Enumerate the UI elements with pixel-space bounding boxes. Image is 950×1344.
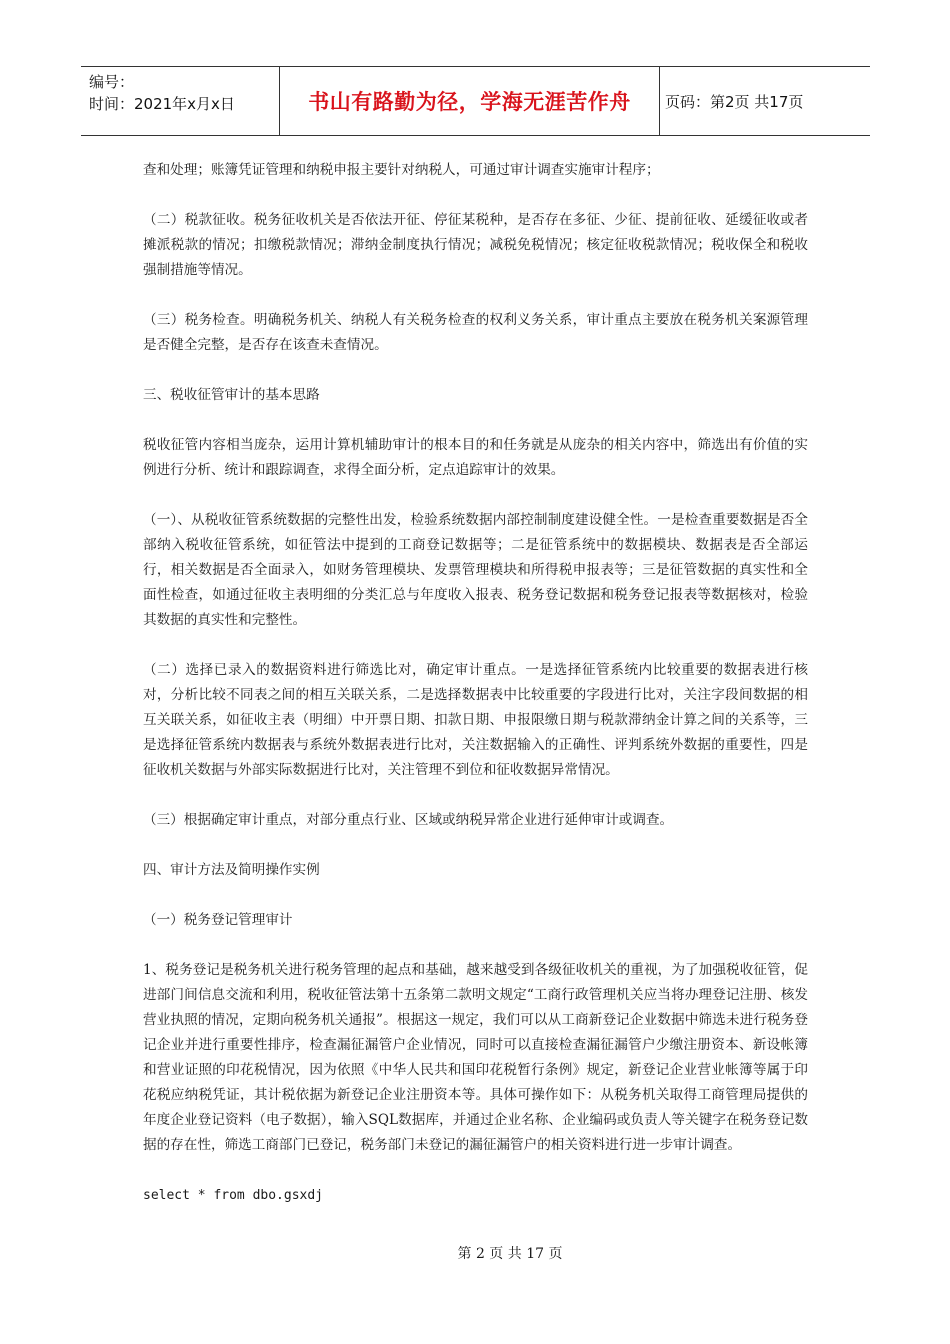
- page-footer: 第 2 页 共 17 页: [457, 1246, 563, 1262]
- paragraph: （二）选择已录入的数据资料进行筛选比对，确定审计重点。一是选择征管系统内比较重要的数据表进行核对，分析比较不同表之间的相互关联关系，二是选择数据表中比较重要的字段进行比对，关注字段间数据的相互关联关系，如征收主表（明细）中开票日期、扣款日期、申报限缴日期与税款滞纳金计算之间的关系等，三是选择征管系统内数据表与系统外数据表进行比对，关注数据输入的正确性、评判系统外数据的重要性，四是征收机关数据与外部实际数据进行比对，关注管理不到位和征收数据异常情况。: [143, 662, 808, 778]
- paragraph: （三）根据确定审计重点，对部分重点行业、区域或纳税异常企业进行延伸审计或调查。: [143, 812, 674, 828]
- header-page-info: 页码：第2页 共17页: [665, 92, 804, 111]
- paragraph: （二）税款征收。税务征收机关是否依法开征、停征某税种，是否存在多征、少征、提前征收、延缓征收或者摊派税款的情况；扣缴税款情况；滞纳金制度执行情况；减税免税情况；核定征收税款情况；税收保全和税收强制措施等情况。: [143, 212, 808, 278]
- document-body: [143, 158, 808, 1233]
- subsection-heading: （一）税务登记管理审计: [143, 912, 293, 928]
- sql-code-line: select * from dbo.gsxdj: [143, 1188, 324, 1203]
- document-number-label: 编号：: [89, 73, 135, 91]
- section-heading: 三、税收征管审计的基本思路: [143, 387, 320, 403]
- paragraph: 1、税务登记是税务机关进行税务管理的起点和基础，越来越受到各级征收机关的重视，为了加强税收征管，促进部门间信息交流和利用，税收征管法第十五条第二款明文规定“工商行政管理机关应当将办理登记注册、核发营业执照的情况，定期向税务机关通报”。根据这一规定，我们可以从工商新登记企业数据中筛选未进行税务登记企业并进行重要性排序，检查漏征漏管户企业情况，同时可以直接检查漏征漏管户少缴注册资本、新设帐簿和营业证照的印花税情况，因为依照《中华人民共和国印花税暂行条例》规定，新登记企业营业帐簿等属于印花税应纳税凭证，其计税依据为新登记企业注册资本等。具体可操作如下：从税务机关取得工商管理局提供的年度企业登记资料（电子数据），输入SQL数据库，并通过企业名称、企业编码或负责人等关键字在税务登记数据的存在性，筛选工商部门已登记，税务部门未登记的漏征漏管户的相关资料进行进一步审计调查。: [143, 962, 808, 1153]
- page-header: [81, 66, 870, 136]
- section-heading: 四、审计方法及简明操作实例: [143, 862, 320, 878]
- document-time-label: 时间：2021年x月x日: [89, 95, 235, 113]
- paragraph: （一）、从税收征管系统数据的完整性出发，检验系统数据内部控制制度建设健全性。一是检查重要数据是否全部纳入税收征管系统，如征管法中提到的工商登记数据等；二是征管系统中的数据模块、数据表是否全部运行，相关数据是否全面录入，如财务管理模块、发票管理模块和所得税申报表等；三是征管数据的真实性和全面性检查，如通过征收主表明细的分类汇总与年度收入报表、税务登记数据和税务登记报表等数据核对，检验其数据的真实性和完整性。: [143, 512, 808, 628]
- header-motto: 书山有路勤为径，学海无涯苦作舟: [308, 90, 631, 114]
- header-meta: [89, 71, 235, 115]
- paragraph: （三）税务检查。明确税务机关、纳税人有关税务检查的权利义务关系，审计重点主要放在税务机关案源管理是否健全完整，是否存在该查未查情况。: [143, 312, 808, 353]
- paragraph: 税收征管内容相当庞杂，运用计算机辅助审计的根本目的和任务就是从庞杂的相关内容中，筛选出有价值的实例进行分析、统计和跟踪调查，求得全面分析，定点追踪审计的效果。: [143, 437, 808, 478]
- paragraph: 查和处理；账簿凭证管理和纳税申报主要针对纳税人，可通过审计调查实施审计程序；: [143, 162, 660, 178]
- header-divider: [659, 67, 660, 135]
